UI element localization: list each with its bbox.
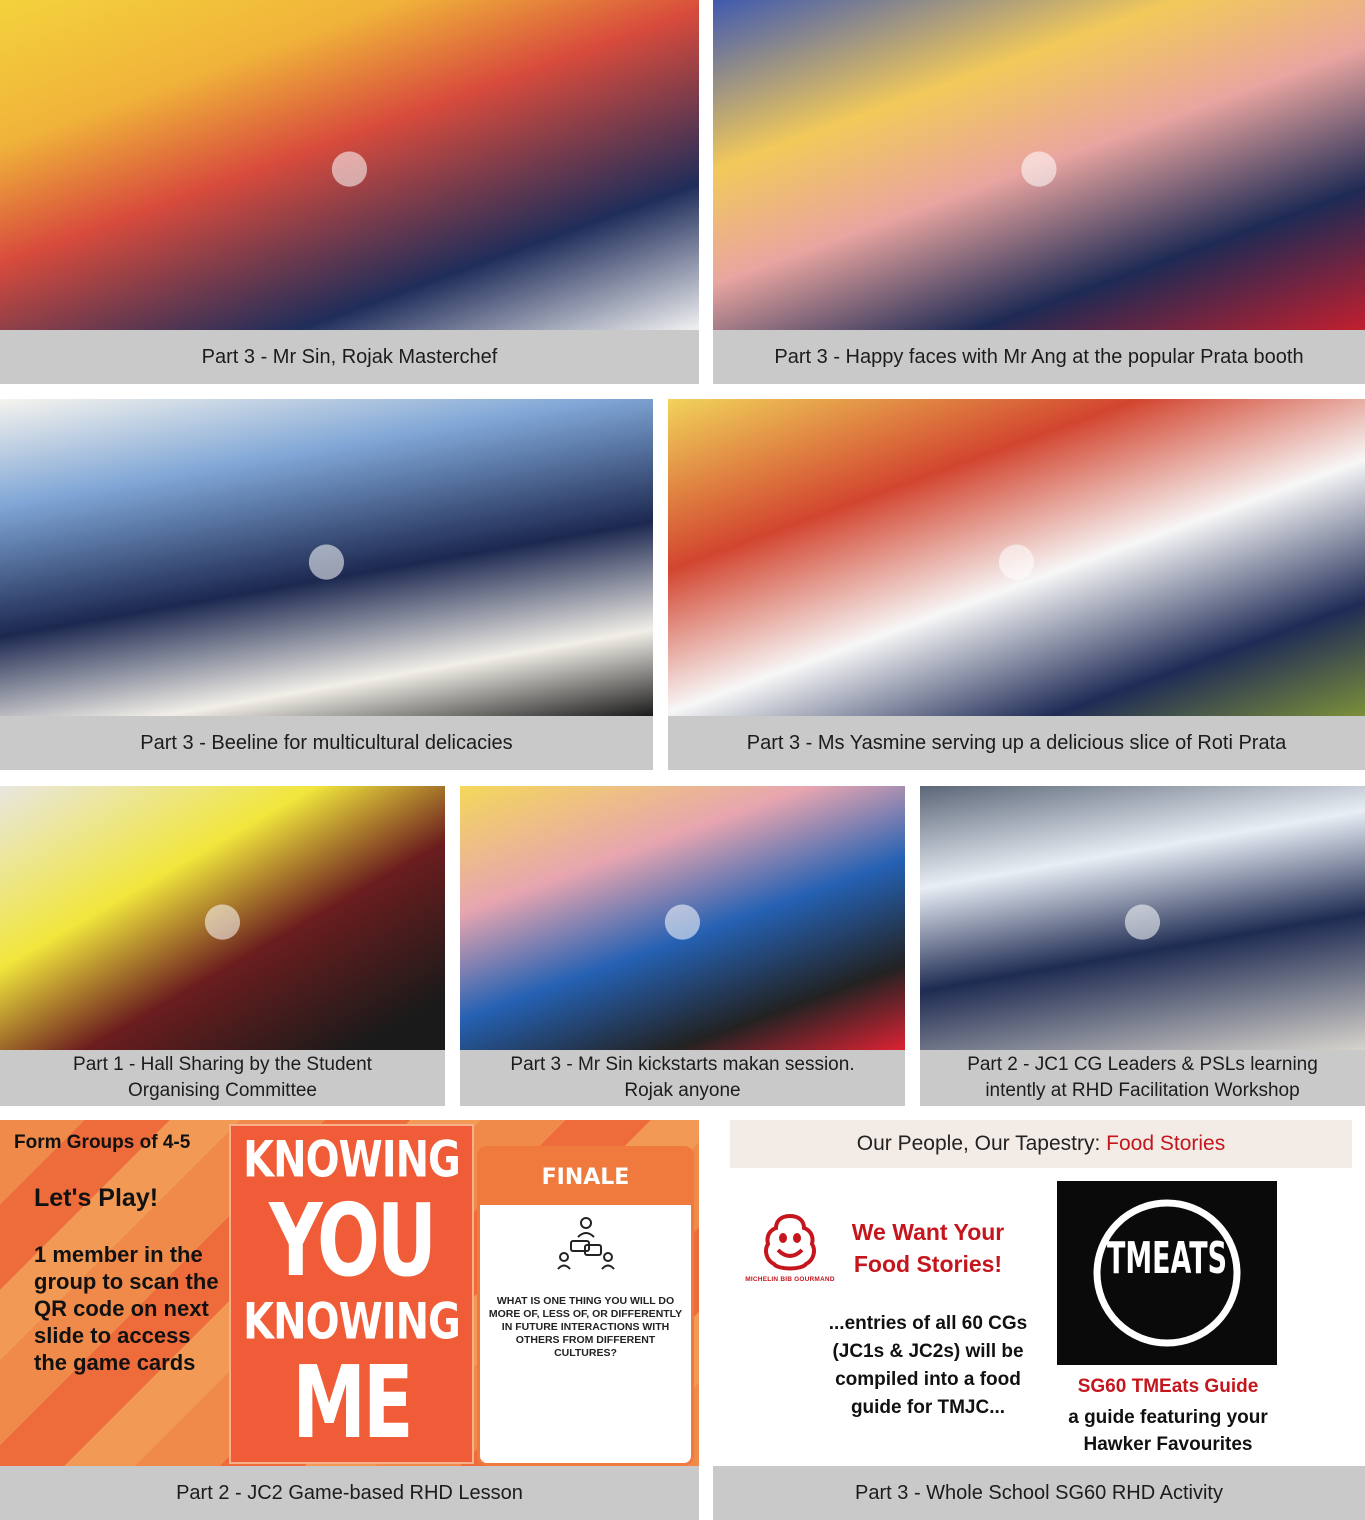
want-line: Food Stories!: [853, 1251, 1003, 1277]
game-slide-tile: [0, 1120, 699, 1520]
caption-line: intently at RHD Facilitation Workshop: [985, 1080, 1300, 1101]
caption-roti-prata: Part 3 - Ms Yasmine serving up a delicious slice of Roti Prata: [668, 716, 1365, 770]
caption-rojak-masterchef: Part 3 - Mr Sin, Rojak Masterchef: [0, 330, 699, 384]
caption-line: Organising Committee: [127, 1080, 318, 1101]
caption-line: Part 3 - Mr Sin kickstarts makan session.: [510, 1054, 855, 1075]
caption-line: Part 1 - Hall Sharing by the Student: [73, 1054, 372, 1075]
want-line: We Want Your: [851, 1219, 1005, 1245]
game-title: [229, 1124, 474, 1464]
bib-label: MICHELIN BIB GOURMAND: [745, 1276, 835, 1283]
photo-icon: ●: [1122, 891, 1163, 945]
game-title-me: ME: [292, 1344, 411, 1462]
guide-line: Hawker Favourites: [1083, 1434, 1253, 1455]
photo-tile-prata-booth: [713, 0, 1365, 384]
caption-sg60-activity: Part 3 - Whole School SG60 RHD Activity: [713, 1466, 1365, 1520]
photo-rojak-masterchef: [0, 0, 699, 330]
photo-makan-session: [460, 786, 905, 1050]
photo-tile-beeline: [0, 399, 653, 770]
finale-game-card: [477, 1146, 694, 1466]
photo-icon: ●: [329, 138, 370, 192]
photo-tile-rojak-masterchef: [0, 0, 699, 384]
guide-line: a guide featuring your: [1068, 1407, 1268, 1428]
entries-line: guide for TMJC...: [850, 1397, 1006, 1418]
photo-roti-prata: [668, 399, 1365, 716]
photo-icon: ●: [1018, 138, 1060, 192]
bib-gourmand-icon: [760, 1212, 820, 1274]
guide-subtitle: [1033, 1404, 1303, 1458]
photo-tile-roti-prata: [668, 399, 1365, 770]
photo-facilitation-workshop: [920, 786, 1365, 1050]
caption-line: Rojak anyone: [624, 1080, 741, 1101]
entries-line: compiled into a food: [835, 1369, 1021, 1390]
guide-title: SG60 TMEats Guide: [1077, 1376, 1259, 1397]
caption-line: Part 2 - JC1 CG Leaders & PSLs learning: [967, 1054, 1318, 1075]
caption-hall-sharing: [0, 1050, 445, 1106]
photo-tile-hall-sharing: [0, 786, 445, 1106]
game-instructions: [14, 1132, 224, 1376]
header-prefix: Our People, Our Tapestry:: [856, 1132, 1107, 1155]
entries-line: ...entries of all 60 CGs: [828, 1313, 1028, 1334]
header-highlight: Food Stories: [1106, 1132, 1226, 1155]
caption-game-lesson: Part 2 - JC2 Game-based RHD Lesson: [0, 1466, 699, 1520]
caption-prata-booth: Part 3 - Happy faces with Mr Ang at the popular Prata booth: [713, 330, 1365, 384]
tmeats-logo: [1057, 1181, 1277, 1365]
card-header: FINALE: [480, 1149, 691, 1205]
photo-hall-sharing: [0, 786, 445, 1050]
logo-text: TMEATS: [1107, 1233, 1227, 1284]
game-instructions-text: 1 member in the group to scan the QR code on next slide to access the game cards: [34, 1242, 219, 1375]
card-question: WHAT IS ONE THING YOU WILL DO MORE OF, LESS OF, OR DIFFERENTLY IN FUTURE INTERACTIONS WITH OTHERS FROM DIFFERENT CULTURES?: [488, 1295, 683, 1359]
photo-icon: ●: [996, 530, 1037, 585]
entries-line: (JC1s & JC2s) will be: [832, 1341, 1024, 1362]
lets-play-text: Let's Play!: [34, 1184, 159, 1212]
tmeats-logo-icon: [1087, 1193, 1247, 1353]
group-discussion-icon: [556, 1215, 616, 1273]
entries-text: [808, 1310, 1048, 1422]
photo-icon: ●: [662, 891, 703, 945]
photo-tile-facilitation-workshop: [920, 786, 1365, 1106]
photo-prata-booth: [713, 0, 1365, 330]
photo-tile-makan-session: [460, 786, 905, 1106]
game-title-knowing: KNOWING: [243, 1131, 460, 1189]
caption-facilitation-workshop: [920, 1050, 1365, 1106]
caption-makan-session: [460, 1050, 905, 1106]
form-groups-text: Form Groups of 4-5: [14, 1132, 191, 1153]
game-title-you: YOU: [269, 1182, 434, 1300]
game-title-knowing: KNOWING: [243, 1293, 460, 1351]
caption-beeline: Part 3 - Beeline for multicultural delicacies: [0, 716, 653, 770]
michelin-bib-logo: [745, 1212, 835, 1283]
food-stories-tile: [713, 1120, 1365, 1520]
photo-beeline: [0, 399, 653, 716]
want-food-stories: [823, 1216, 1033, 1280]
photo-icon: ●: [202, 891, 243, 945]
photo-icon: ●: [306, 530, 347, 585]
food-stories-header: [730, 1120, 1352, 1168]
